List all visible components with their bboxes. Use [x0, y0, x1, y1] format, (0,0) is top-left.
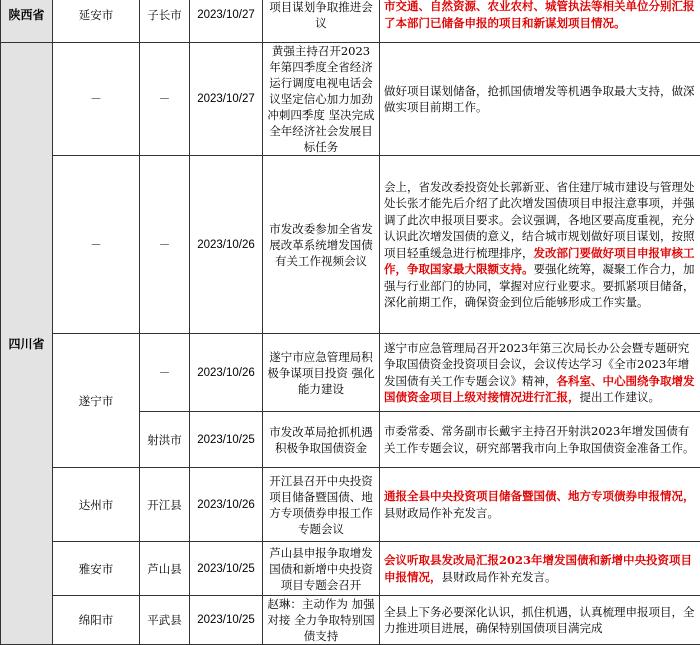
table-row	[1, 156, 700, 334]
content-cell	[380, 156, 700, 334]
content-text: 要强化统筹，凝聚工作合力，加强与行业部门的协同，掌握对应行业要求。要抓紧项目储备，深化前期工作，确保资金到位后能够形成工作实量。	[384, 262, 695, 309]
table-row	[1, 334, 700, 412]
meeting-cell: 黄强主持召开2023年第四季度全省经济运行调度电视电话会议坚定信心加力加劲冲刺四季度 坚决完成全年经济社会发展目标任务	[263, 43, 380, 156]
city-cell: 绵阳市	[53, 596, 140, 645]
meeting-cell: 市发改革局抢抓机遇积极争取国债资金	[263, 412, 380, 468]
meeting-cell: 项目谋划争取推进会议	[263, 0, 380, 43]
province-cell: 陕西省	[1, 0, 53, 43]
county-cell: 射洪市	[140, 412, 190, 468]
meeting-cell: 赵琳：主动作为 加强对接 全力争取特别国债支持	[263, 596, 380, 645]
date-cell: 2023/10/25	[190, 542, 263, 596]
meeting-cell: 开江县召开中央投资项目储备暨国债、地方专项债券申报工作专题会议	[263, 468, 380, 542]
content-cell	[380, 468, 700, 542]
date-cell: 2023/10/26	[190, 156, 263, 334]
content-text: 提出工作建议。	[580, 390, 661, 404]
date-cell: 2023/10/25	[190, 596, 263, 645]
city-cell: 达州市	[53, 468, 140, 542]
highlight-text: 发改部门要做好项目申报审核工作，争取国家最大限额支持。	[384, 246, 695, 277]
highlight-text: 市交通、自然资源、农业农村、城管执法等相关单位分别汇报了本部门已储备申报的项目和新谋划项目情况。	[384, 0, 695, 30]
table-row	[1, 542, 700, 596]
content-cell	[380, 412, 700, 468]
highlight-text: 各科室、中心围绕争取增发国债资金项目上级对接情况进行汇报，	[384, 374, 695, 405]
highlight-text: 会议听取县发改局汇报2023年增发国债和新增中央投资项目申报情况，	[384, 553, 692, 584]
county-cell: 开江县	[140, 468, 190, 542]
county-cell: 子长市	[140, 0, 190, 43]
date-cell: 2023/10/26	[190, 468, 263, 542]
content-text: 全县上下务必要深化认识，抓住机遇，认真梳理申报项目，全力推进项目进展，确保特别国债项目满完成	[384, 605, 695, 636]
content-text: 做好项目谋划储备，抢抓国债增发等机遇争取最大支持，做深做实项目前期工作。	[384, 84, 695, 115]
county-cell: －	[140, 156, 190, 334]
content-cell	[380, 542, 700, 596]
city-cell: 雅安市	[53, 542, 140, 596]
content-text: 县财政局作补充发言。	[384, 506, 499, 520]
city-cell: 遂宁市	[53, 334, 140, 468]
content-cell	[380, 334, 700, 412]
county-cell: －	[140, 43, 190, 156]
county-cell: 芦山县	[140, 542, 190, 596]
county-cell: －	[140, 334, 190, 412]
meeting-cell: 市发改委参加全省发展改革系统增发国债有关工作视频会议	[263, 156, 380, 334]
content-text: 县财政局作补充发言。	[442, 570, 557, 584]
table-row	[1, 0, 700, 43]
date-cell: 2023/10/26	[190, 334, 263, 412]
content-text: 会议强调，各地区要高度重视，充分认识此次增发国债的意义，结合城市规划做好项目谋划，按照项目轻重缓急进行梳理排序，	[384, 213, 695, 260]
county-cell: 平武县	[140, 596, 190, 645]
content-cell	[380, 0, 700, 43]
date-cell: 2023/10/27	[190, 43, 263, 156]
content-text: 市委常委、常务副市长戴宇主持召开射洪2023年增发国债有关工作专题会议，研究部署我市向上争取国债资金准备工作。	[384, 424, 695, 455]
content-cell	[380, 596, 700, 645]
content-text: 会上，省发改委投资处长郭新亚、省住建厅城市建设与管理处处长张才能先后介绍了此次增发国债项目申报注意事项，并强调了此次申报项目要求。	[384, 180, 695, 227]
city-cell: －	[53, 156, 140, 334]
meeting-cell: 遂宁市应急管理局积极争谋项目投资 强化能力建设	[263, 334, 380, 412]
highlight-text: 通报全县中央投资项目储备暨国债、地方专项债券申报情况，	[384, 489, 695, 503]
content-text: 遂宁市应急管理局召开2023年第三次局长办公会暨专题研究争取国债资金投资项目会议，会议传达学习《全市2023年增发国债有关工作专题会议》精神，	[384, 341, 689, 388]
date-cell: 2023/10/27	[190, 0, 263, 43]
meeting-cell: 芦山县申报争取增发国债和新增中央投资项目专题会召开	[263, 542, 380, 596]
city-cell: 延安市	[53, 0, 140, 43]
table-row	[1, 596, 700, 645]
table-row	[1, 43, 700, 156]
date-cell: 2023/10/25	[190, 412, 263, 468]
table-row	[1, 468, 700, 542]
city-cell: －	[53, 43, 140, 156]
content-cell	[380, 43, 700, 156]
province-cell: 四川省	[1, 43, 53, 645]
